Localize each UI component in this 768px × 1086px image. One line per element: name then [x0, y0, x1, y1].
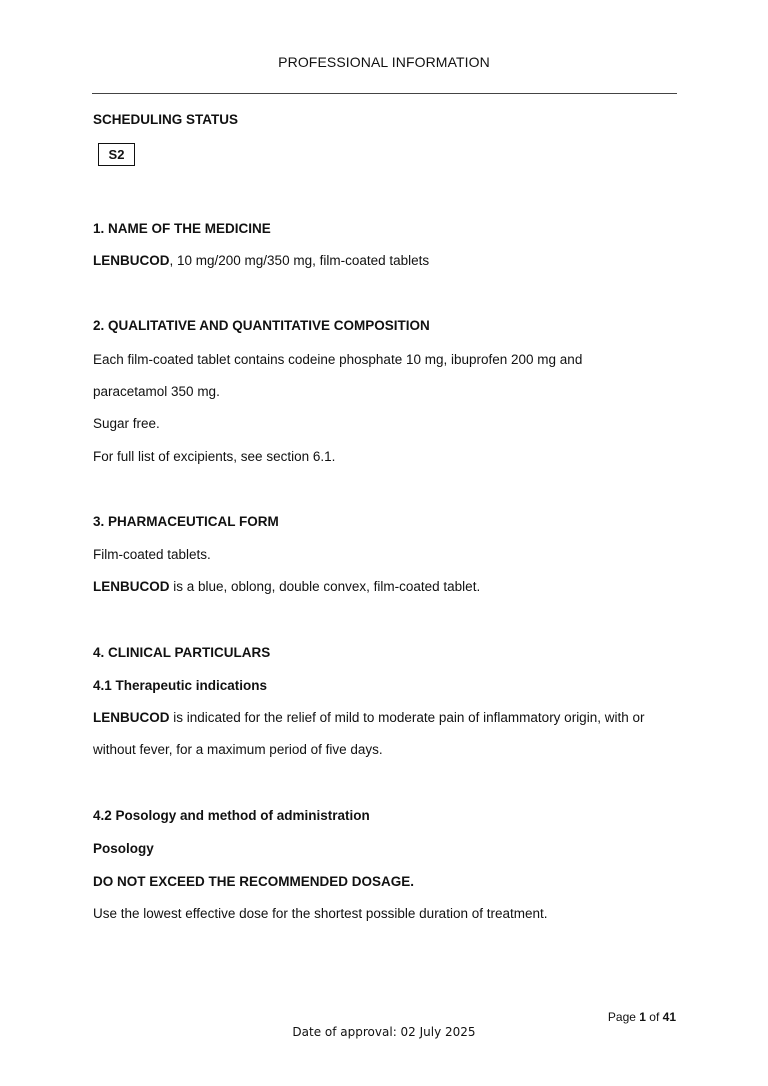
subsection-4-2-heading: 4.2 Posology and method of administration: [93, 808, 370, 823]
page-number: [608, 1010, 676, 1024]
posology-heading: Posology: [93, 841, 154, 856]
indications-line-1: [93, 710, 644, 725]
product-name: LENBUCOD: [93, 579, 170, 594]
dose-guidance-text: Use the lowest effective dose for the shortest possible duration of treatment.: [93, 906, 548, 921]
indications-text: is indicated for the relief of mild to moderate pain of inflammatory origin, with or: [169, 710, 645, 725]
subsection-4-1-heading: 4.1 Therapeutic indications: [93, 678, 268, 693]
section-3-heading: 3. PHARMACEUTICAL FORM: [93, 514, 279, 529]
dosage-warning: DO NOT EXCEED THE RECOMMENDED DOSAGE.: [93, 874, 415, 889]
form-line-2: [93, 579, 480, 594]
composition-line-2: paracetamol 350 mg.: [93, 384, 220, 399]
page-prefix: Page: [607, 1010, 640, 1024]
page-current: 1: [639, 1010, 646, 1024]
section-1-text: [93, 253, 429, 268]
indications-line-2: without fever, for a maximum period of five days.: [93, 742, 383, 757]
approval-date: Date of approval: 02 July 2025: [292, 1025, 476, 1039]
composition-line-4: For full list of excipients, see section 6.1.: [93, 449, 336, 464]
section-1-heading: 1. NAME OF THE MEDICINE: [93, 221, 271, 236]
composition-line-1: Each film-coated tablet contains codeine phosphate 10 mg, ibuprofen 200 mg and: [93, 352, 583, 367]
page-header-title: PROFESSIONAL INFORMATION: [278, 54, 490, 70]
page-total: 41: [662, 1010, 676, 1024]
product-name: LENBUCOD: [93, 253, 170, 268]
form-line-1: Film-coated tablets.: [93, 547, 211, 562]
page-of: of: [645, 1010, 663, 1024]
composition-line-3: Sugar free.: [93, 416, 160, 431]
scheduling-status-heading: SCHEDULING STATUS: [93, 112, 238, 127]
scheduling-status-badge: S2: [98, 143, 135, 166]
section-2-heading: 2. QUALITATIVE AND QUANTITATIVE COMPOSITION: [93, 318, 430, 333]
form-description: is a blue, oblong, double convex, film-coated tablet.: [169, 579, 481, 594]
product-name: LENBUCOD: [93, 710, 170, 725]
section-4-heading: 4. CLINICAL PARTICULARS: [93, 645, 271, 660]
product-strength-text: , 10 mg/200 mg/350 mg, film-coated tablets: [169, 253, 430, 268]
header-divider: [92, 93, 677, 94]
